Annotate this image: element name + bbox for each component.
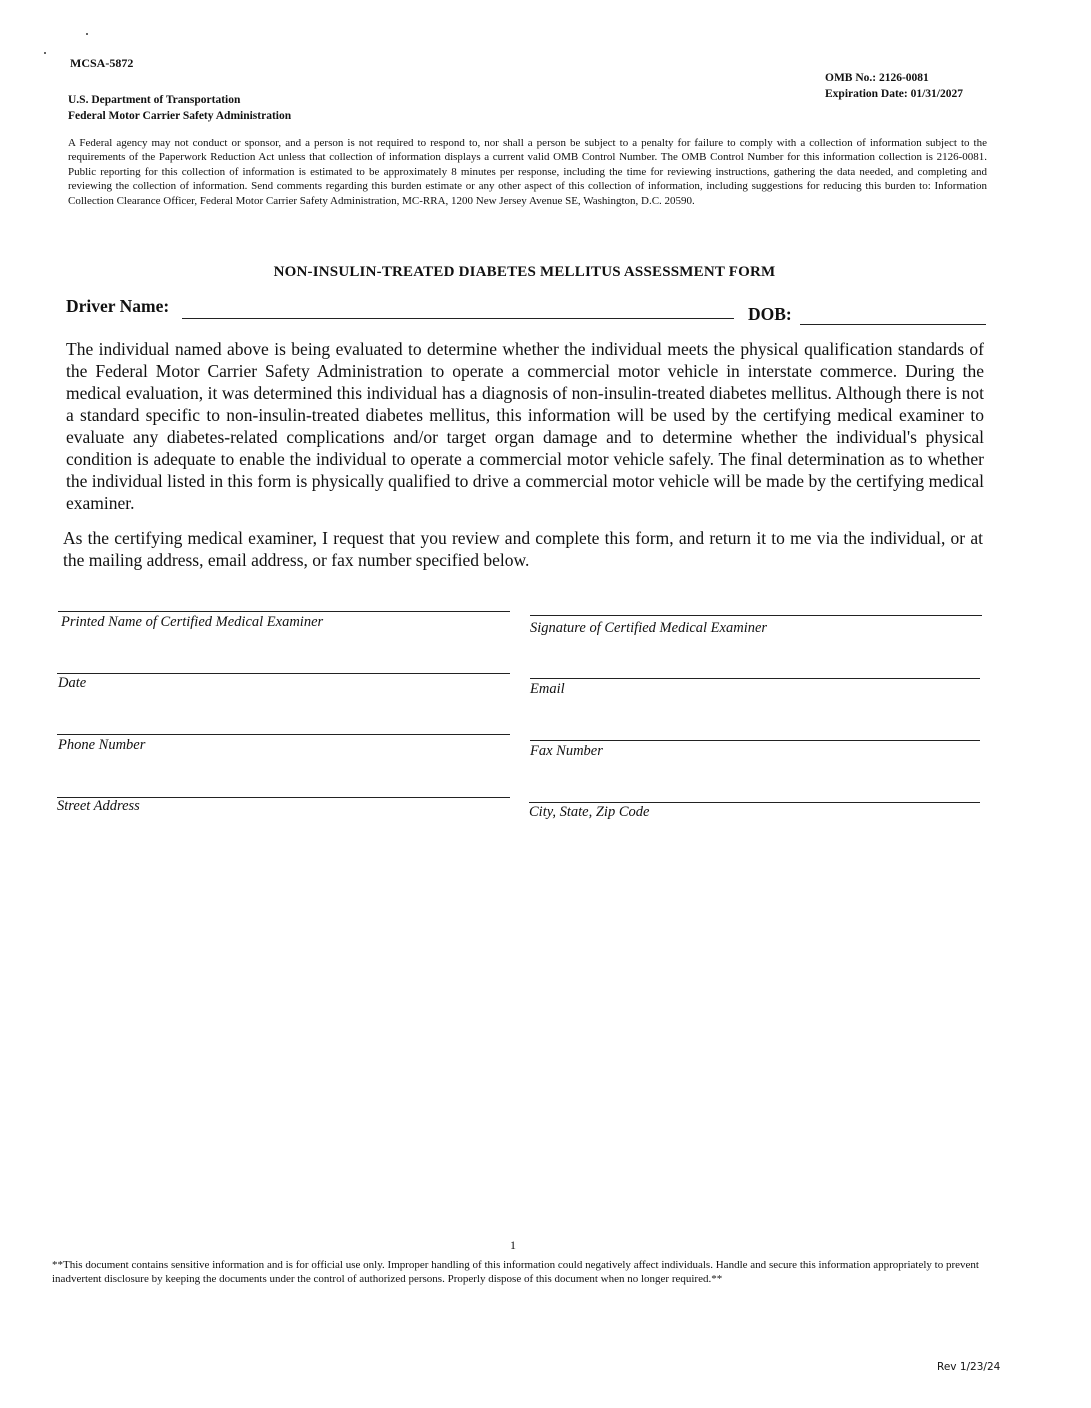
dob-label: DOB: xyxy=(748,304,792,324)
page-number: 1 xyxy=(510,1238,516,1252)
driver-name-label: Driver Name: xyxy=(66,296,170,316)
revision-date: Rev 1/23/24 xyxy=(937,1361,1001,1373)
agency-block xyxy=(68,92,291,124)
printed-name-label: Printed Name of Certified Medical Examiner xyxy=(61,614,324,630)
scan-speck xyxy=(44,52,46,54)
email-label: Email xyxy=(530,681,565,697)
signature-label: Signature of Certified Medical Examiner xyxy=(530,620,768,636)
email-field[interactable] xyxy=(530,678,980,679)
date-field[interactable] xyxy=(57,673,510,674)
expiration-date: Expiration Date: 01/31/2027 xyxy=(825,88,963,100)
fax-label: Fax Number xyxy=(530,743,603,759)
date-label: Date xyxy=(58,675,87,691)
agency-line-2: Federal Motor Carrier Safety Administration xyxy=(68,110,292,122)
phone-field[interactable] xyxy=(57,734,510,735)
scan-speck xyxy=(86,33,88,35)
form-id: MCSA-5872 xyxy=(70,56,134,70)
city-state-zip-label: City, State, Zip Code xyxy=(529,804,650,820)
phone-label: Phone Number xyxy=(58,737,146,753)
printed-name-field[interactable] xyxy=(58,611,510,612)
omb-number: OMB No.: 2126-0081 xyxy=(825,72,929,84)
dob-field[interactable] xyxy=(800,324,986,325)
signature-field[interactable] xyxy=(530,615,982,616)
paperwork-reduction-notice: A Federal agency may not conduct or sponsor, and a person is not required to respond to, nor shall a person be subject to a penalty for failure to comply with a collection of information subject to the requirements of the Paperwork Reduction Act unless that collection of information displays a current valid OMB Control Number. The OMB Control Number for this information collection is 2126-0081. Public reporting for this collection of information is estimated to be approximately 8 minutes per response, including the time for reviewing instructions, gathering the data needed, and completing and reviewing the collection of information. Send comments regarding this burden estimate or any other aspect of this collection of information, including suggestions for reducing this burden to: Information Collection Clearance Officer, Federal Motor Carrier Safety Administration, MC-RRA, 1200 New Jersey Avenue SE, Washington, D.C. 20590. xyxy=(68,137,987,207)
agency-line-1: U.S. Department of Transportation xyxy=(68,94,241,106)
sensitivity-notice: **This document contains sensitive information and is for official use only. Improper handling of this information could negatively affect individuals. Handle and secure this information appropriately to prevent inadvertent disclosure by keeping the documents under the control of authorized persons. Properly dispose of this document when no longer required.** xyxy=(52,1259,979,1285)
request-paragraph: As the certifying medical examiner, I request that you review and complete this form, and return it to me via the individual, or at the mailing address, email address, or fax number specified below. xyxy=(63,528,983,570)
fax-field[interactable] xyxy=(530,740,980,741)
city-state-zip-field[interactable] xyxy=(529,802,980,803)
street-label: Street Address xyxy=(57,798,140,814)
omb-block xyxy=(825,70,963,102)
driver-name-field[interactable] xyxy=(182,318,734,319)
evaluation-paragraph: The individual named above is being evaluated to determine whether the individual meets the physical qualification standards of the Federal Motor Carrier Safety Administration to operate a commercial motor vehicle in interstate commerce. During the medical evaluation, it was determined this individual has a diagnosis of non-insulin-treated diabetes mellitus. Although there is not a standard specific to non-insulin-treated diabetes mellitus, this information will be used by the certifying medical examiner to evaluate any diabetes-related complications and/or target organ damage and to determine whether the individual's physical condition is adequate to enable the individual to operate a commercial motor vehicle safely. The final determination as to whether the individual listed in this form is physically qualified to drive a commercial motor vehicle will be made by the certifying medical examiner. xyxy=(66,339,984,513)
form-title: NON-INSULIN-TREATED DIABETES MELLITUS ASSESSMENT FORM xyxy=(273,264,776,280)
